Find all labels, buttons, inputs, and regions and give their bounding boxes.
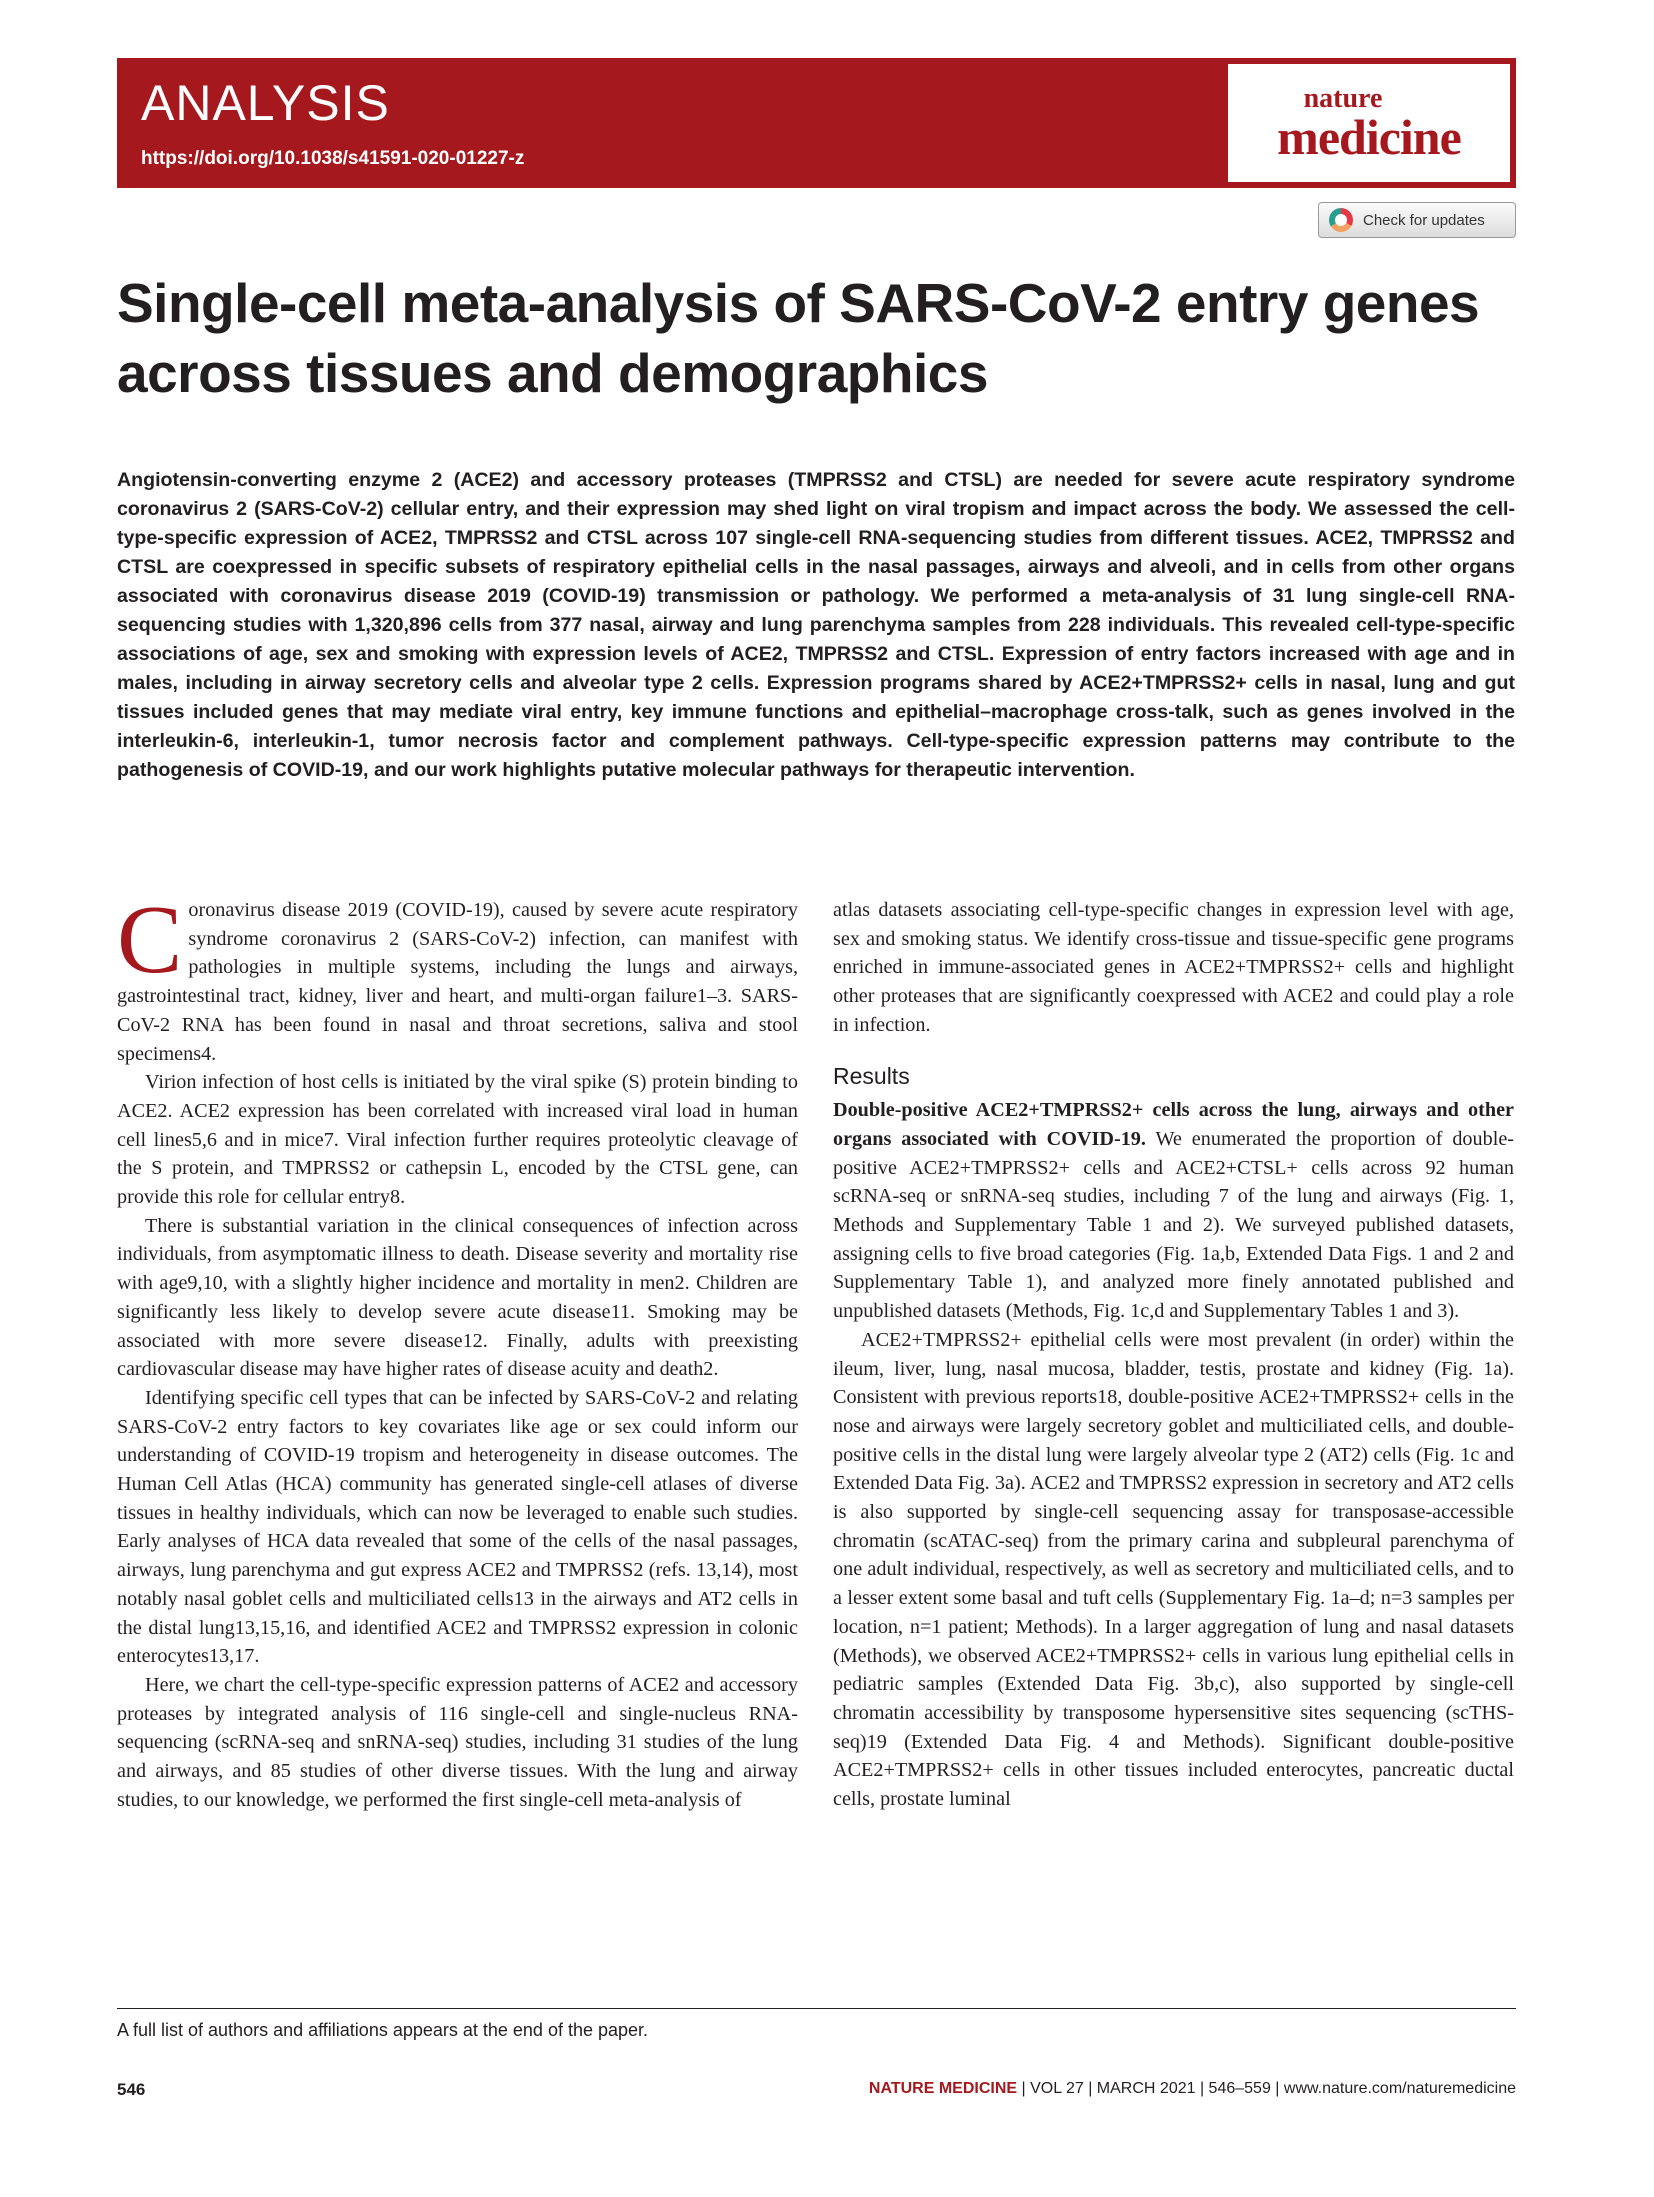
intro-paragraph-5: Here, we chart the cell-type-specific expression patterns of ACE2 and accessory proteases by integrated analysis of 116 single-cell and single-nucleus RNA-sequencing (scRNA-seq and snRNA-seq) studies, including 31 studies of the lung and airways, and 85 studies of other diverse tissues. With the lung and airway studies, to our knowledge, we performed the first single-cell meta-analysis of [117, 1673, 798, 1811]
results-paragraph-2: ACE2+TMPRSS2+ epithelial cells were most prevalent (in order) within the ileum, liver, lung, nasal mucosa, bladder, testis, prostate and kidney (Fig. 1a). Consistent with previous reports18, double-positive ACE2+TMPRSS2+ cells in the nose and airways were largely secretory goblet and multiciliated cells, and double-positive cells in the distal lung were largely alveolar type 2 (AT2) cells (Fig. 1c and Extended Data Fig. 3a). ACE2 and TMPRSS2 expression in secretory and AT2 cells is also supported by single-cell sequencing assay for transposase-accessible chromatin (scATAC-seq) from the primary carina and subpleural parenchyma of one adult individual, respectively, as well as secretory and multiciliated cells, and to a lesser extent some basal and tuft cells (Supplementary Fig. 1a–d; n=3 samples per location, n=1 patient; Methods). In a larger aggregation of lung and nasal datasets (Methods), we observed ACE2+TMPRSS2+ cells in various lung epithelial cells in pediatric samples (Extended Data Fig. 3b,c), also supported by single-cell chromatin accessibility by transposome hypersensitive sites sequencing (scTHS-seq)19 (Extended Data Fig. 4 and Methods). Significant double-positive ACE2+TMPRSS2+ cells in other tissues included enterocytes, pancreatic ductal cells, prostate luminal [833, 1328, 1514, 1811]
journal-citation: | VOL 27 | MARCH 2021 | 546–559 | [1017, 2080, 1284, 2097]
right-column [833, 896, 1514, 1814]
results-subheading: Double-positive ACE2+TMPRSS2+ cells across the lung, airways and other organs associated with COVID-19. [833, 1099, 1514, 1150]
dropcap: C [117, 886, 183, 994]
journal-footer [869, 2080, 1516, 2098]
results-heading: Results [833, 1062, 910, 1089]
logo-medicine-text: medicine [1277, 109, 1461, 165]
journal-logo[interactable] [1228, 64, 1510, 182]
journal-url[interactable]: www.nature.com/naturemedicine [1283, 2080, 1516, 2097]
authors-note: A full list of authors and affiliations appears at the end of the paper. [117, 2020, 649, 2040]
page-number: 546 [117, 2080, 146, 2099]
footer-divider [117, 2008, 1516, 2009]
section-label: ANALYSIS [141, 75, 390, 131]
article-title: Single-cell meta-analysis of SARS-CoV-2 entry genes across tissues and demographics [117, 272, 1480, 404]
logo-nature-text: nature [1303, 83, 1383, 114]
intro-paragraph-1-text: oronavirus disease 2019 (COVID-19), caused by severe acute respiratory syndrome coronavirus 2 (SARS-CoV-2) infection, can manifest with pathologies in multiple systems, including the lungs and airways, gastrointestinal tract, kidney, liver and heart, and multi-organ failure1–3. SARS-CoV-2 RNA has been found in nasal and throat secretions, saliva and stool specimens4. [117, 899, 798, 1065]
check-for-updates-label: Check for updates [1363, 211, 1485, 229]
intro-paragraph-2: Virion infection of host cells is initiated by the viral spike (S) protein binding to ACE2. ACE2 expression has been correlated with increased viral load in human cell lines5,6 and in mice7. Viral infection further requires proteolytic cleavage of the S protein, and TMPRSS2 or cathepsin L, encoded by the CTSL gene, can provide this role for cellular entry8. [117, 1071, 798, 1209]
left-column [117, 886, 798, 1815]
check-for-updates-button[interactable] [1318, 202, 1516, 238]
intro-paragraph-4: Identifying specific cell types that can be infected by SARS-CoV-2 and relating SARS-CoV-2 entry factors to key covariates like age or sex could inform our understanding of COVID-19 tropism and heterogeneity in disease outcomes. The Human Cell Atlas (HCA) community has generated single-cell atlases of diverse tissues in healthy individuals, which can now be leveraged to enable such studies. Early analyses of HCA data revealed that some of the cells of the nasal passages, airways, lung parenchyma and gut express ACE2 and TMPRSS2 (refs. 13,14), most notably nasal goblet cells and multiciliated cells13 in the airways and AT2 cells in the distal lung13,15,16, and identified ACE2 and TMPRSS2 expression in colonic enterocytes13,17. [117, 1386, 798, 1668]
results-paragraph-1 [833, 1096, 1514, 1326]
journal-name: NATURE MEDICINE [868, 2080, 1018, 2097]
header-banner [117, 58, 1516, 188]
results-paragraph-1-text: We enumerated the proportion of double-positive ACE2+TMPRSS2+ cells and ACE2+CTSL+ cells across 92 human scRNA-seq or snRNA-seq studies, including 7 of the lung and airways (Fig. 1, Methods and Supplementary Table 1 and 2). We surveyed published datasets, assigning cells to five broad categories (Fig. 1a,b, Extended Data Figs. 1 and 2 and Supplementary Table 1), and analyzed more finely annotated published and unpublished datasets (Methods, Fig. 1c,d and Supplementary Tables 1 and 3). [833, 1127, 1514, 1323]
intro-paragraph-6: atlas datasets associating cell-type-specific changes in expression level with age, sex and smoking status. We identify cross-tissue and tissue-specific gene programs enriched in immune-associated genes in ACE2+TMPRSS2+ cells and highlight other proteases that are significantly coexpressed with ACE2 and could play a role in infection. [833, 899, 1514, 1036]
intro-paragraph-3: There is substantial variation in the clinical consequences of infection across individuals, from asymptomatic illness to death. Disease severity and mortality rise with age9,10, with a slightly higher incidence and mortality in men2. Children are significantly less likely to develop severe acute disease11. Smoking may be associated with more severe disease12. Finally, adults with preexisting cardiovascular disease may have higher rates of disease acuity and death2. [117, 1214, 798, 1381]
crossmark-icon [1329, 208, 1353, 232]
intro-paragraph-1 [117, 886, 798, 1068]
doi-link[interactable]: https://doi.org/10.1038/s41591-020-01227-z [141, 148, 525, 169]
abstract: Angiotensin-converting enzyme 2 (ACE2) and accessory proteases (TMPRSS2 and CTSL) are needed for severe acute respiratory syndrome coronavirus 2 (SARS-CoV-2) cellular entry, and their expression may shed light on viral tropism and impact across the body. We assessed the cell-type-specific expression of ACE2, TMPRSS2 and CTSL across 107 single-cell RNA-sequencing studies from different tissues. ACE2, TMPRSS2 and CTSL are coexpressed in specific subsets of respiratory epithelial cells in the nasal passages, airways and alveoli, and in cells from other organs associated with coronavirus disease 2019 (COVID-19) transmission or pathology. We performed a meta-analysis of 31 lung single-cell RNA-sequencing studies with 1,320,896 cells from 377 nasal, airway and lung parenchyma samples from 228 individuals. This revealed cell-type-specific associations of age, sex and smoking with expression levels of ACE2, TMPRSS2 and CTSL. Expression of entry factors increased with age and in males, including in airway secretory cells and alveolar type 2 cells. Expression programs shared by ACE2+TMPRSS2+ cells in nasal, lung and gut tissues included genes that may mediate viral entry, key immune functions and epithelial–macrophage cross-talk, such as genes involved in the interleukin-6, interleukin-1, tumor necrosis factor and complement pathways. Cell-type-specific expression patterns may contribute to the pathogenesis of COVID-19, and our work highlights putative molecular pathways for therapeutic intervention. [117, 469, 1515, 781]
